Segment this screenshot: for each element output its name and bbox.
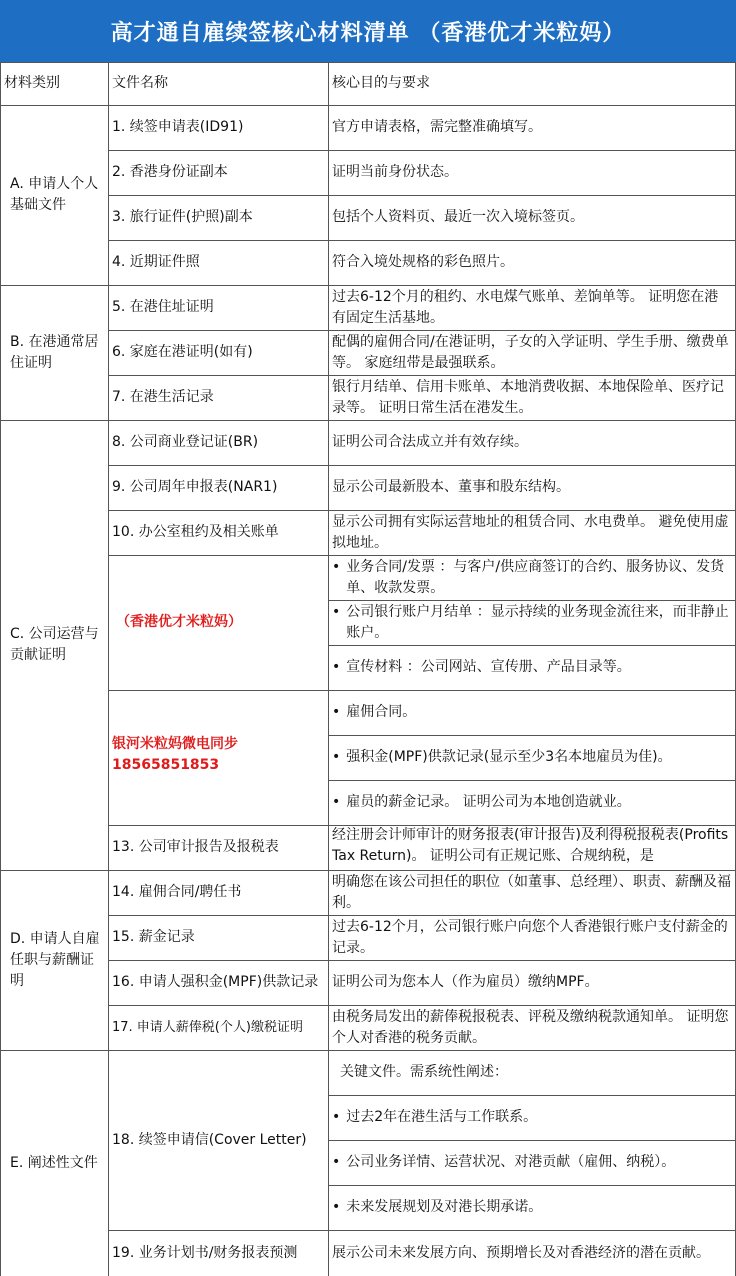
req-19: 展示公司未来发展方向、预期增长及对香港经济的潜在贡献。: [332, 1244, 710, 1261]
doc-19: 19. 业务计划书/财务报表预测: [112, 1244, 298, 1261]
req-18-business: • 公司业务详情、运营状况、对港贡献（雇佣、纳税）。: [328, 1140, 736, 1185]
doc-16: 16. 申请人强积金(MPF)供款记录: [112, 974, 319, 990]
contact-phone: 18565851853: [112, 757, 220, 773]
doc-9: 9. 公司周年申报表(NAR1): [112, 479, 278, 495]
req-18-future: • 未来发展规划及对港长期承诺。: [328, 1185, 736, 1230]
req-16: 证明公司为您本人（作为雇员）缴纳MPF。: [332, 974, 599, 990]
req-5: 过去6-12个月的租约、水电煤气账单、差饷单等。 证明您在港有固定生活基地。: [332, 288, 719, 326]
header-document: 文件名称: [112, 75, 168, 91]
doc-2: 2. 香港身份证副本: [112, 164, 228, 180]
req-7: 银行月结单、信用卡账单、本地消费收据、本地保险单、医疗记录等。 证明日常生活在港发生。: [332, 378, 724, 416]
doc-13: 13. 公司审计报告及报税表: [112, 839, 279, 855]
header-requirement: 核心目的与要求: [332, 75, 430, 91]
req-14: 明确您在该公司担任的职位（如董事、总经理）、职责、薪酬及福利。: [332, 873, 731, 911]
req-3: 包括个人资料页、最近一次入境标签页。: [332, 209, 584, 225]
req-11-contracts: • 业务合同/发票 ：与客户/供应商签订的合约、服务协议、发货单、收款发票。: [328, 555, 736, 600]
category-e: E. 阐述性文件: [10, 1154, 98, 1171]
category-b: B. 在港通常居住证明: [10, 333, 99, 371]
req-18-ties: • 过去2年在港生活与工作联系。: [328, 1095, 736, 1140]
doc-8: 8. 公司商业登记证(BR): [112, 434, 259, 450]
doc-18: 18. 续签申请信(Cover Letter): [112, 1131, 307, 1148]
req-12-mpf: • 强积金(MPF)供款记录(显示至少3名本地雇员为佳)。: [328, 735, 736, 780]
contact-line-1: 银河米粒妈微电同步: [112, 736, 238, 752]
doc-5: 5. 在港住址证明: [112, 299, 214, 315]
req-17: 由税务局发出的薪俸税报税表、评税及缴纳税款通知单。 证明您个人对香港的税务贡献。: [332, 1008, 729, 1046]
header-category: 材料类别: [4, 75, 60, 91]
req-10: 显示公司拥有实际运营地址的租赁合同、水电费单。 避免使用虚拟地址。: [332, 513, 729, 551]
req-11-promo: • 宣传材料 ：公司网站、宣传册、产品目录等。: [328, 645, 736, 690]
doc-10: 10. 办公室租约及相关账单: [112, 524, 279, 540]
doc-4: 4. 近期证件照: [112, 254, 200, 270]
contact-watermark: [108, 690, 328, 825]
watermark-label: （香港优才米粒妈）: [116, 614, 242, 630]
req-13: 经注册会计师审计的财务报表(审计报告)及利得税报税表(Profits Tax Return)。 证明公司有正规记账、合规纳税，是: [332, 827, 729, 864]
doc-17: 17. 申请人薪俸税(个人)缴税证明: [112, 1020, 303, 1035]
page-title: 高才通自雇续签核心材料清单 （香港优才米粒妈）: [0, 0, 736, 62]
req-6: 配偶的雇佣合同/在港证明，子女的入学证明、学生手册、缴费单等。 家庭纽带是最强联系。: [332, 333, 729, 371]
req-15: 过去6-12个月，公司银行账户向您个人香港银行账户支付薪金的记录。: [332, 918, 728, 956]
doc-3: 3. 旅行证件(护照)副本: [112, 209, 253, 225]
category-a: A. 申请人个人基础文件: [10, 176, 99, 213]
doc-14: 14. 雇佣合同/聘任书: [112, 884, 242, 900]
req-12-salary: • 雇员的薪金记录。 证明公司为本地创造就业。: [328, 780, 736, 825]
req-2: 证明当前身份状态。: [332, 164, 458, 180]
doc-7: 7. 在港生活记录: [112, 389, 214, 405]
category-d: D. 申请人自雇任职与薪酬证明: [10, 930, 100, 989]
req-1: 官方申请表格，需完整准确填写。: [332, 119, 542, 135]
doc-15: 15. 薪金记录: [112, 929, 195, 945]
req-9: 显示公司最新股本、董事和股东结构。: [332, 479, 570, 495]
req-12-contract: • 雇佣合同。: [328, 690, 736, 735]
req-4: 符合入境处规格的彩色照片。: [332, 254, 514, 270]
doc-6: 6. 家庭在港证明(如有): [112, 344, 253, 360]
doc-1: 1. 续签申请表(ID91): [112, 119, 244, 135]
category-c: C. 公司运营与贡献证明: [10, 626, 99, 663]
req-11-bank: • 公司银行账户月结单 ：显示持续的业务现金流往来，而非静止账户。: [328, 600, 736, 645]
req-18-intro: 关键文件。需系统性阐述：: [340, 1064, 508, 1080]
req-8: 证明公司合法成立并有效存续。: [332, 434, 528, 450]
